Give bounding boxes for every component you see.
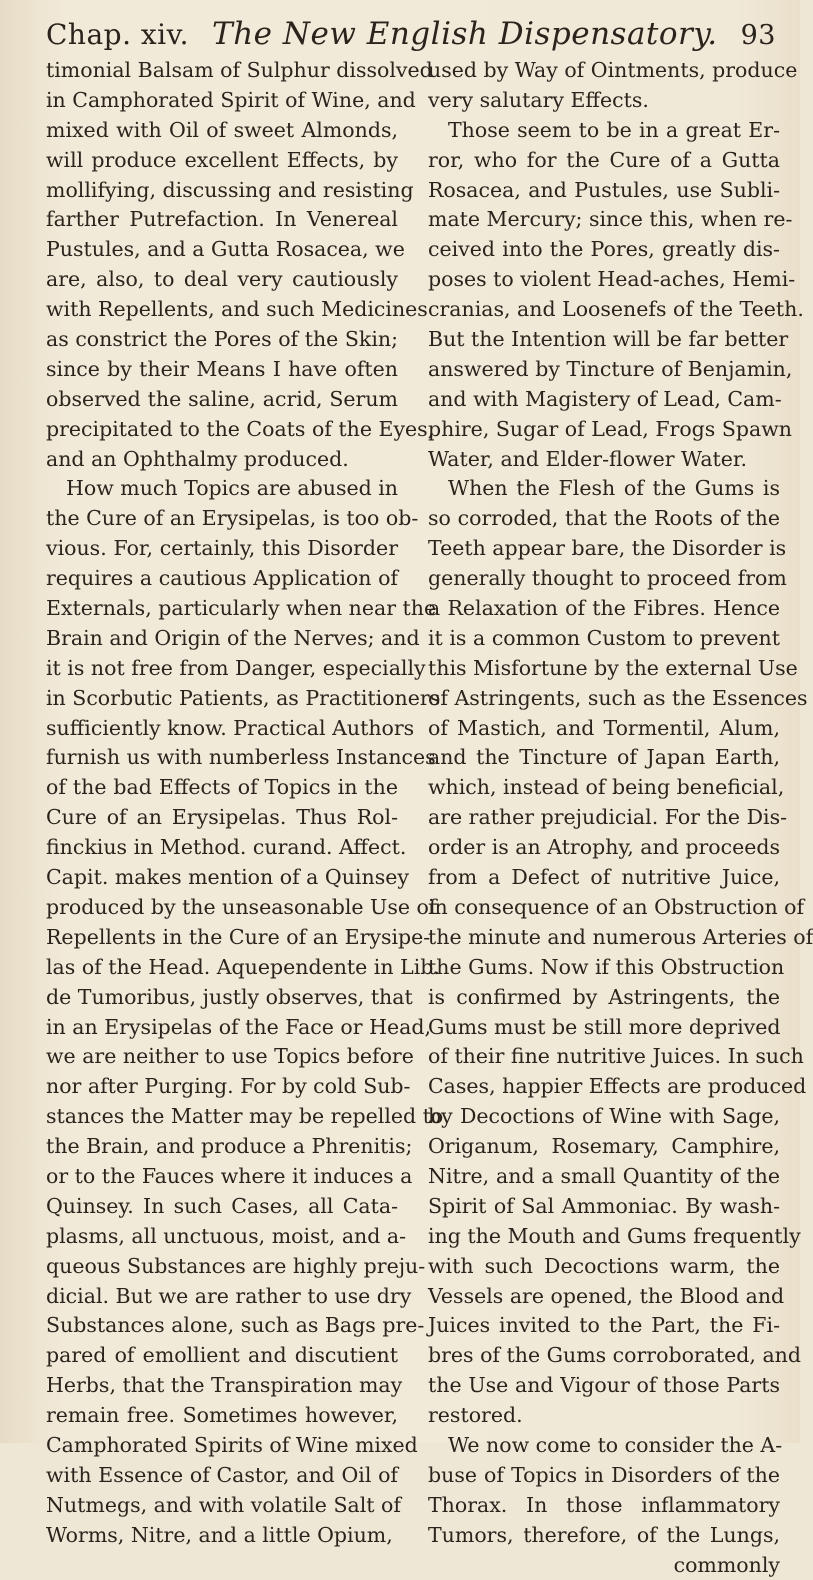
text-line: it is a common Custom to prevent (428, 625, 780, 650)
text-line: Nitre, and a small Quantity of the (428, 1163, 780, 1188)
text-line: Origanum, Rosemary, Camphire, (428, 1134, 780, 1159)
text-line: observed the saline, acrid, Serum (46, 386, 398, 411)
text-line: used by Way of Ointments, produce (428, 58, 798, 82)
text-line: in Camphorated Spirit of Wine, and (46, 87, 416, 112)
text-line: Thorax. In those inflammatory (428, 1492, 780, 1517)
text-line: Teeth appear bare, the Disorder is (428, 536, 787, 561)
text-line: ror, who for the Cure of a Gutta (428, 147, 780, 172)
text-line: the Gums. Now if this Obstruction (428, 954, 785, 979)
text-line: of Mastich, and Tormentil, Alum, (428, 715, 780, 740)
text-columns (46, 56, 813, 1580)
text-line: in consequence of an Obstruction of (428, 894, 805, 919)
text-line: this Misfortune by the external Use (428, 655, 798, 680)
text-line: de Tumoribus, justly observes, that (46, 984, 413, 1009)
text-line: We now come to consider the A- (448, 1432, 783, 1457)
text-line: with Repellents, and such Medicines (46, 297, 428, 322)
text-line: stances the Matter may be repelled to (46, 1104, 444, 1129)
text-line: cranias, and Loosenefs of the Teeth. (428, 297, 804, 322)
book-title: The New English Dispensatory. (212, 16, 718, 52)
text-line: the Brain, and produce a Phrenitis; (46, 1134, 413, 1159)
text-line: Repellents in the Cure of an Erysipe- (46, 924, 431, 949)
text-line: which, instead of being beneficial, (428, 775, 785, 800)
text-line: is confirmed by Astringents, the (428, 984, 780, 1009)
text-line: Capit. makes mention of a Quinsey (46, 865, 409, 890)
text-line: But the Intention will be far better (428, 327, 789, 352)
text-line: timonial Balsam of Sulphur dissolved (46, 58, 433, 82)
text-line: Tumors, therefore, of the Lungs, (428, 1522, 780, 1547)
text-line: pared of emollient and discutient (46, 1343, 398, 1368)
text-line: with such Decoctions warm, the (428, 1253, 780, 1278)
text-line: las of the Head. Aquependente in Lib. (46, 954, 440, 979)
text-line: queous Substances are highly preju- (46, 1253, 426, 1278)
text-line: as constrict the Pores of the Skin; (46, 327, 398, 352)
text-line: by Decoctions of Wine with Sage, (428, 1104, 780, 1129)
text-line: of Astringents, such as the Essences (428, 685, 808, 710)
text-line: Gums must be still more deprived (428, 1014, 781, 1039)
text-line: or to the Fauces where it induces a (46, 1163, 413, 1188)
text-line: Water, and Elder-flower Water. (428, 446, 747, 471)
text-line: Camphorated Spirits of Wine mixed (46, 1432, 418, 1457)
text-line: Cases, happier Effects are produced (428, 1074, 807, 1099)
text-line: Those seem to be in a great Er- (448, 117, 780, 142)
page-number: 93 (740, 20, 776, 51)
text-line: finckius in Method. curand. Affect. (46, 835, 407, 860)
left-column (46, 56, 444, 1580)
text-line: phire, Sugar of Lead, Frogs Spawn (428, 416, 792, 441)
text-line: mixed with Oil of sweet Almonds, (46, 117, 398, 142)
text-line: bres of the Gums corroborated, and (428, 1343, 802, 1368)
text-line: are rather prejudicial. For the Dis- (428, 805, 788, 830)
text-line: and an Ophthalmy produced. (46, 446, 349, 471)
text-line: nor after Purging. For by cold Sub- (46, 1074, 411, 1099)
text-line: plasms, all unctuous, moist, and a- (46, 1223, 407, 1248)
text-line: so corroded, that the Roots of the (428, 506, 780, 531)
text-line: ceived into the Pores, greatly dis- (428, 237, 780, 262)
text-line: furnish us with numberless Instances (46, 745, 436, 770)
text-line: buse of Topics in Disorders of the (428, 1462, 780, 1487)
text-line: and with Magistery of Lead, Cam- (428, 386, 782, 411)
right-column (416, 56, 813, 1580)
text-line: commonly (673, 1552, 780, 1577)
text-line: requires a cautious Application of (46, 566, 398, 591)
text-line: Herbs, that the Transpiration may (46, 1373, 403, 1398)
text-line: Spirit of Sal Ammoniac. By wash- (428, 1193, 780, 1218)
text-line: of the bad Effects of Topics in the (46, 775, 398, 800)
text-line: a Relaxation of the Fibres. Hence (428, 596, 780, 621)
chapter-label: Chap. xiv. (46, 18, 190, 51)
text-line: and the Tincture of Japan Earth, (428, 745, 780, 770)
text-line: produced by the unseasonable Use of (46, 894, 437, 919)
text-line: are, also, to deal very cautiously (46, 267, 398, 292)
text-line: answered by Tincture of Benjamin, (428, 356, 793, 381)
text-line: vious. For, certainly, this Disorder (46, 536, 398, 561)
text-line: Nutmegs, and with volatile Salt of (46, 1492, 401, 1517)
text-line: it is not free from Danger, especially (46, 655, 426, 680)
text-line: How much Topics are abused in (66, 476, 399, 501)
text-line: from a Defect of nutritive Juice, (428, 865, 780, 890)
text-line: Externals, particularly when near the (46, 596, 437, 621)
text-line: Rosacea, and Pustules, use Subli- (428, 177, 780, 202)
text-line: Brain and Origin of the Nerves; and (46, 625, 420, 650)
text-line: the Cure of an Erysipelas, is too ob- (46, 506, 419, 531)
text-line: in Scorbutic Patients, as Practitioners (46, 685, 441, 710)
text-line: with Essence of Castor, and Oil of (46, 1462, 398, 1487)
text-line: we are neither to use Topics before (46, 1044, 414, 1069)
text-line: Substances alone, such as Bags pre- (46, 1313, 425, 1338)
text-line: Worms, Nitre, and a little Opium, (46, 1522, 393, 1547)
text-line: Vessels are opened, the Blood and (428, 1283, 785, 1308)
text-line: since by their Means I have often (46, 356, 398, 381)
text-line: dicial. But we are rather to use dry (46, 1283, 412, 1308)
text-line: sufficiently know. Practical Authors (46, 715, 415, 740)
text-line: will produce excellent Effects, by (46, 147, 398, 172)
text-line: restored. (428, 1403, 523, 1428)
running-header (46, 14, 780, 56)
text-line: Cure of an Erysipelas. Thus Rol- (46, 805, 398, 830)
text-line: the minute and numerous Arteries of (428, 924, 813, 949)
text-line: very salutary Effects. (428, 87, 649, 112)
text-line: poses to violent Head-aches, Hemi- (428, 267, 796, 292)
text-line: Quinsey. In such Cases, all Cata- (46, 1193, 398, 1218)
text-line: mollifying, discussing and resisting (46, 177, 414, 202)
text-line: When the Flesh of the Gums is (448, 476, 780, 501)
text-line: Juices invited to the Part, the Fi- (428, 1313, 780, 1338)
text-line: remain free. Sometimes however, (46, 1403, 398, 1428)
text-line: order is an Atrophy, and proceeds (428, 835, 781, 860)
text-line: the Use and Vigour of those Parts (428, 1373, 780, 1398)
text-line: ing the Mouth and Gums frequently (428, 1223, 801, 1248)
text-line: generally thought to proceed from (428, 566, 787, 591)
text-line: in an Erysipelas of the Face or Head, (46, 1014, 431, 1039)
text-line: Pustules, and a Gutta Rosacea, we (46, 237, 405, 262)
text-line: farther Putrefaction. In Venereal (46, 207, 398, 232)
text-line: precipitated to the Coats of the Eyes, (46, 416, 435, 441)
text-line: mate Mercury; since this, when re- (428, 207, 793, 232)
text-line: of their fine nutritive Juices. In such (428, 1044, 804, 1069)
